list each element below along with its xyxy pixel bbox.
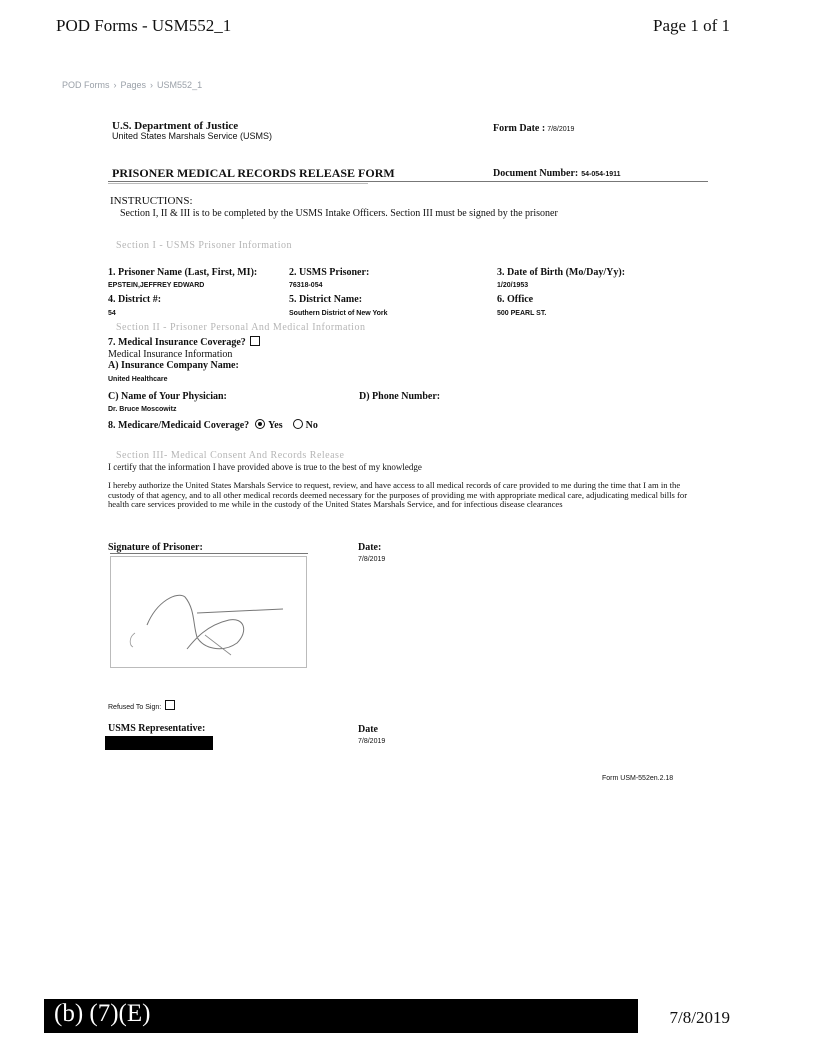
phone-number-label: D) Phone Number: (359, 391, 441, 402)
page-header-title: POD Forms - USM552_1 (56, 16, 232, 35)
medicare-yes-label: Yes (268, 420, 283, 431)
medical-insurance-coverage-label: 7. Medical Insurance Coverage? (108, 337, 246, 348)
district-name-label: 5. District Name: (289, 294, 363, 305)
section-3-title: Section III- Medical Consent And Records Release (116, 450, 345, 461)
breadcrumb-item-current: USM552_1 (157, 80, 203, 90)
office-value: 500 PEARL ST. (497, 310, 547, 317)
footer-redaction-bar (44, 999, 638, 1033)
physician-label: C) Name of Your Physician: (108, 391, 227, 402)
district-number-label: 4. District #: (108, 294, 162, 305)
document-number-label: Document Number: (493, 168, 579, 179)
footer-date: 7/8/2019 (669, 1008, 730, 1027)
medical-insurance-coverage (108, 336, 260, 348)
representative-label: USMS Representative: (108, 723, 206, 734)
section-2-title: Section II - Prisoner Personal And Medical Information (116, 322, 366, 333)
medicare-coverage-label: 8. Medicare/Medicaid Coverage? (108, 420, 250, 431)
dob-value: 1/20/1953 (497, 282, 529, 289)
title-divider (108, 181, 708, 182)
medical-insurance-checkbox[interactable] (250, 336, 260, 346)
page-number: Page 1 of 1 (653, 16, 730, 35)
dob-label: 3. Date of Birth (Mo/Day/Yy): (497, 267, 626, 278)
certify-text: I certify that the information I have provided above is true to the best of my knowledge (108, 462, 422, 472)
representative-date-value: 7/8/2019 (358, 738, 386, 745)
breadcrumb (62, 80, 202, 90)
district-name-value: Southern District of New York (289, 310, 388, 317)
footer-exemption-code: (b) (7)(E) (54, 1000, 151, 1027)
usms-prisoner-value: 76318-054 (289, 282, 323, 289)
signature-date-value: 7/8/2019 (358, 556, 386, 563)
refused-to-sign (108, 700, 175, 711)
breadcrumb-separator-icon: › (150, 80, 154, 90)
document-number (493, 168, 621, 179)
signature-underline (110, 553, 308, 554)
form-date-value: 7/8/2019 (547, 126, 575, 133)
signature-box[interactable] (110, 556, 307, 668)
section-1-title: Section I - USMS Prisoner Information (116, 240, 292, 251)
agency-name: U.S. Department of Justice (112, 120, 239, 132)
physician-value: Dr. Bruce Moscowitz (108, 406, 177, 413)
medical-insurance-info-label: Medical Insurance Information (108, 349, 233, 360)
representative-date-label: Date (358, 724, 378, 735)
breadcrumb-separator-icon: › (113, 80, 117, 90)
usms-prisoner-label: 2. USMS Prisoner: (289, 267, 370, 278)
signature-drawing (111, 557, 306, 667)
district-number-value: 54 (108, 310, 116, 317)
form-date (493, 123, 574, 134)
insurance-company-value: United Healthcare (108, 376, 168, 383)
form-title: PRISONER MEDICAL RECORDS RELEASE FORM (112, 166, 395, 180)
medicare-no-radio[interactable] (293, 419, 303, 429)
medicare-no-label: No (305, 420, 318, 431)
office-label: 6. Office (497, 294, 534, 305)
refused-to-sign-label: Refused To Sign: (108, 704, 162, 711)
title-underline (108, 183, 368, 184)
instructions-text: Section I, II & III is to be completed by the USMS Intake Officers. Section III must be signed by the prisoner (120, 208, 558, 219)
agency-subtitle: United States Marshals Service (USMS) (112, 131, 273, 141)
instructions-heading: INSTRUCTIONS: (110, 195, 193, 207)
signature-label: Signature of Prisoner: (108, 542, 203, 553)
breadcrumb-item-pod-forms[interactable]: POD Forms (62, 80, 110, 90)
signature-date-label: Date: (358, 542, 382, 553)
medicare-coverage (108, 419, 318, 431)
prisoner-name-label: 1. Prisoner Name (Last, First, MI): (108, 267, 258, 278)
medicare-yes-radio[interactable] (255, 419, 265, 429)
document-number-value: 54-054-1911 (581, 171, 621, 178)
authorization-text: I hereby authorize the United States Marshals Service to request, review, and have access to all medical records of care provided to me during the time that I am in the custody of that agency, and to all other medical records deemed necessary for the purposes of providing me with appropriate medical care, adjudicating medical bills for health care services provided to me while in the custody of the United States Marshals Service, and for infectious disease clearances (108, 480, 688, 510)
insurance-company-label: A) Insurance Company Name: (108, 360, 239, 371)
form-date-label: Form Date : (493, 123, 546, 134)
form-id: Form USM-552en.2.18 (602, 775, 674, 782)
prisoner-name-value: EPSTEIN,JEFFREY EDWARD (108, 282, 205, 289)
breadcrumb-item-pages[interactable]: Pages (120, 80, 147, 90)
redacted-representative-name (105, 736, 213, 750)
refused-to-sign-checkbox[interactable] (165, 700, 175, 710)
